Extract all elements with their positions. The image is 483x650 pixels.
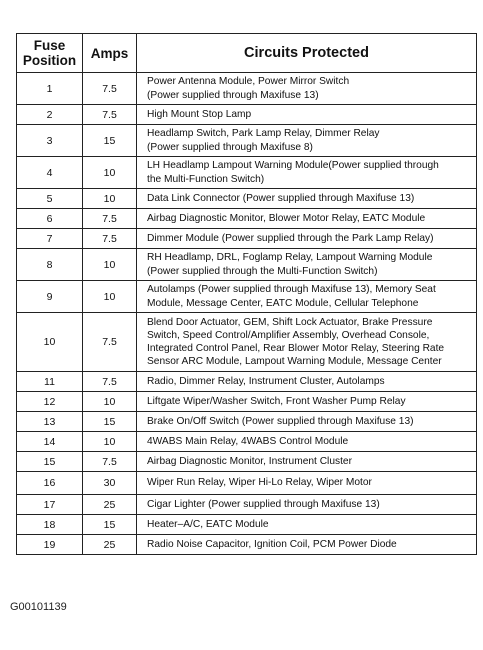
circuits-cell <box>137 157 477 189</box>
circuit-line: Integrated Control Panel, Rear Blower Motor Relay, Steering Rate <box>147 343 445 354</box>
circuits-cell <box>137 189 477 209</box>
circuits-cell <box>137 229 477 249</box>
circuit-line: Airbag Diagnostic Monitor, Instrument Cluster <box>147 455 352 467</box>
amps-cell: 15 <box>83 125 137 157</box>
circuit-line: Autolamps (Power supplied through Maxifuse 13), Memory Seat <box>147 284 436 296</box>
amps-cell: 7.5 <box>83 452 137 472</box>
circuits-cell <box>137 452 477 472</box>
circuits-cell <box>137 249 477 281</box>
fuse-position-cell: 16 <box>17 472 83 495</box>
fuse-position-cell: 5 <box>17 189 83 209</box>
circuits-cell <box>137 515 477 535</box>
circuit-line: RH Headlamp, DRL, Foglamp Relay, Lampout Warning Module <box>147 252 433 264</box>
circuits-cell <box>137 281 477 313</box>
fuse-table-container <box>16 33 476 555</box>
circuit-line: High Mount Stop Lamp <box>147 108 252 120</box>
fuse-position-cell: 19 <box>17 535 83 555</box>
fuse-position-cell: 12 <box>17 392 83 412</box>
circuit-line: the Multi-Function Switch) <box>147 173 265 185</box>
amps-cell: 10 <box>83 432 137 452</box>
table-row <box>17 472 477 495</box>
amps-cell: 10 <box>83 189 137 209</box>
circuit-line: Liftgate Wiper/Washer Switch, Front Washer Pump Relay <box>147 395 406 407</box>
fuse-position-cell: 15 <box>17 452 83 472</box>
circuits-cell <box>137 495 477 515</box>
table-row <box>17 157 477 189</box>
table-row <box>17 412 477 432</box>
circuits-cell <box>137 472 477 495</box>
circuits-cell <box>137 432 477 452</box>
header-fuse-line: Fuse <box>33 38 66 53</box>
table-row <box>17 495 477 515</box>
circuit-line: Cigar Lighter (Power supplied through Maxifuse 13) <box>147 498 380 510</box>
header-fuse-position <box>17 34 83 73</box>
table-row <box>17 281 477 313</box>
table-row <box>17 535 477 555</box>
circuit-line: Module, Message Center, EATC Module, Cellular Telephone <box>147 297 419 309</box>
amps-cell: 7.5 <box>83 105 137 125</box>
amps-cell: 15 <box>83 412 137 432</box>
circuit-line: Blend Door Actuator, GEM, Shift Lock Actuator, Brake Pressure <box>147 316 433 328</box>
table-row <box>17 125 477 157</box>
circuit-line: Headlamp Switch, Park Lamp Relay, Dimmer Relay <box>147 128 380 140</box>
fuse-position-cell: 11 <box>17 372 83 392</box>
header-row <box>17 34 477 73</box>
fuse-table <box>16 33 477 555</box>
circuits-cell <box>137 412 477 432</box>
circuit-line: Heater–A/C, EATC Module <box>147 518 269 530</box>
fuse-position-cell: 8 <box>17 249 83 281</box>
circuit-line: Wiper Run Relay, Wiper Hi-Lo Relay, Wiper Motor <box>147 477 372 489</box>
header-position-line: Position <box>22 53 77 68</box>
fuse-position-cell: 2 <box>17 105 83 125</box>
circuit-line: (Power supplied through Maxifuse 13) <box>147 89 319 101</box>
circuit-line: Radio Noise Capacitor, Ignition Coil, PCM Power Diode <box>147 538 397 550</box>
fuse-position-cell: 7 <box>17 229 83 249</box>
table-row <box>17 209 477 229</box>
amps-cell: 10 <box>83 281 137 313</box>
amps-cell: 15 <box>83 515 137 535</box>
circuits-cell <box>137 105 477 125</box>
circuit-line: Radio, Dimmer Relay, Instrument Cluster, Autolamps <box>147 375 385 387</box>
circuit-line: Data Link Connector (Power supplied through Maxifuse 13) <box>147 192 415 204</box>
amps-cell: 7.5 <box>83 372 137 392</box>
amps-cell: 10 <box>83 249 137 281</box>
circuits-cell <box>137 209 477 229</box>
fuse-position-cell: 9 <box>17 281 83 313</box>
amps-cell: 25 <box>83 495 137 515</box>
fuse-position-cell: 13 <box>17 412 83 432</box>
circuit-line: 4WABS Main Relay, 4WABS Control Module <box>147 435 349 447</box>
fuse-position-cell: 3 <box>17 125 83 157</box>
amps-cell: 10 <box>83 392 137 412</box>
amps-cell: 25 <box>83 535 137 555</box>
circuit-line: Sensor ARC Module, Lampout Warning Module, Message Center <box>147 356 442 368</box>
fuse-table-body <box>17 73 477 555</box>
fuse-position-cell: 1 <box>17 73 83 105</box>
table-row <box>17 313 477 372</box>
figure-code: G00101139 <box>10 601 67 613</box>
circuits-cell <box>137 125 477 157</box>
table-row <box>17 515 477 535</box>
table-row <box>17 189 477 209</box>
circuits-cell <box>137 372 477 392</box>
amps-cell: 7.5 <box>83 229 137 249</box>
table-row <box>17 452 477 472</box>
fuse-position-cell: 18 <box>17 515 83 535</box>
circuits-cell <box>137 392 477 412</box>
amps-cell: 7.5 <box>83 313 137 372</box>
fuse-position-cell: 14 <box>17 432 83 452</box>
fuse-position-cell: 17 <box>17 495 83 515</box>
fuse-position-cell: 10 <box>17 313 83 372</box>
circuits-cell <box>137 535 477 555</box>
circuit-line: Dimmer Module (Power supplied through the Park Lamp Relay) <box>147 232 434 244</box>
table-row <box>17 229 477 249</box>
amps-cell: 7.5 <box>83 73 137 105</box>
fuse-position-cell: 6 <box>17 209 83 229</box>
table-row <box>17 392 477 412</box>
circuits-cell <box>137 73 477 105</box>
circuit-line: Switch, Speed Control/Amplifier Assembly, Overhead Console, <box>147 329 430 341</box>
circuit-line: LH Headlamp Lampout Warning Module(Power supplied through <box>147 160 439 172</box>
table-row <box>17 73 477 105</box>
circuit-line: (Power supplied through Maxifuse 8) <box>147 141 313 153</box>
circuit-line: (Power supplied through the Multi-Function Switch) <box>147 265 378 277</box>
circuits-cell <box>137 313 477 372</box>
amps-cell: 7.5 <box>83 209 137 229</box>
table-row <box>17 432 477 452</box>
table-row <box>17 372 477 392</box>
circuit-line: Brake On/Off Switch (Power supplied through Maxifuse 13) <box>147 415 414 427</box>
header-amps: Amps <box>83 34 137 73</box>
table-row <box>17 105 477 125</box>
fuse-position-cell: 4 <box>17 157 83 189</box>
circuit-line: Power Antenna Module, Power Mirror Switch <box>147 76 350 88</box>
table-row <box>17 249 477 281</box>
amps-cell: 10 <box>83 157 137 189</box>
circuit-line: Airbag Diagnostic Monitor, Blower Motor Relay, EATC Module <box>147 212 426 224</box>
header-circuits-protected: Circuits Protected <box>137 34 477 73</box>
amps-cell: 30 <box>83 472 137 495</box>
